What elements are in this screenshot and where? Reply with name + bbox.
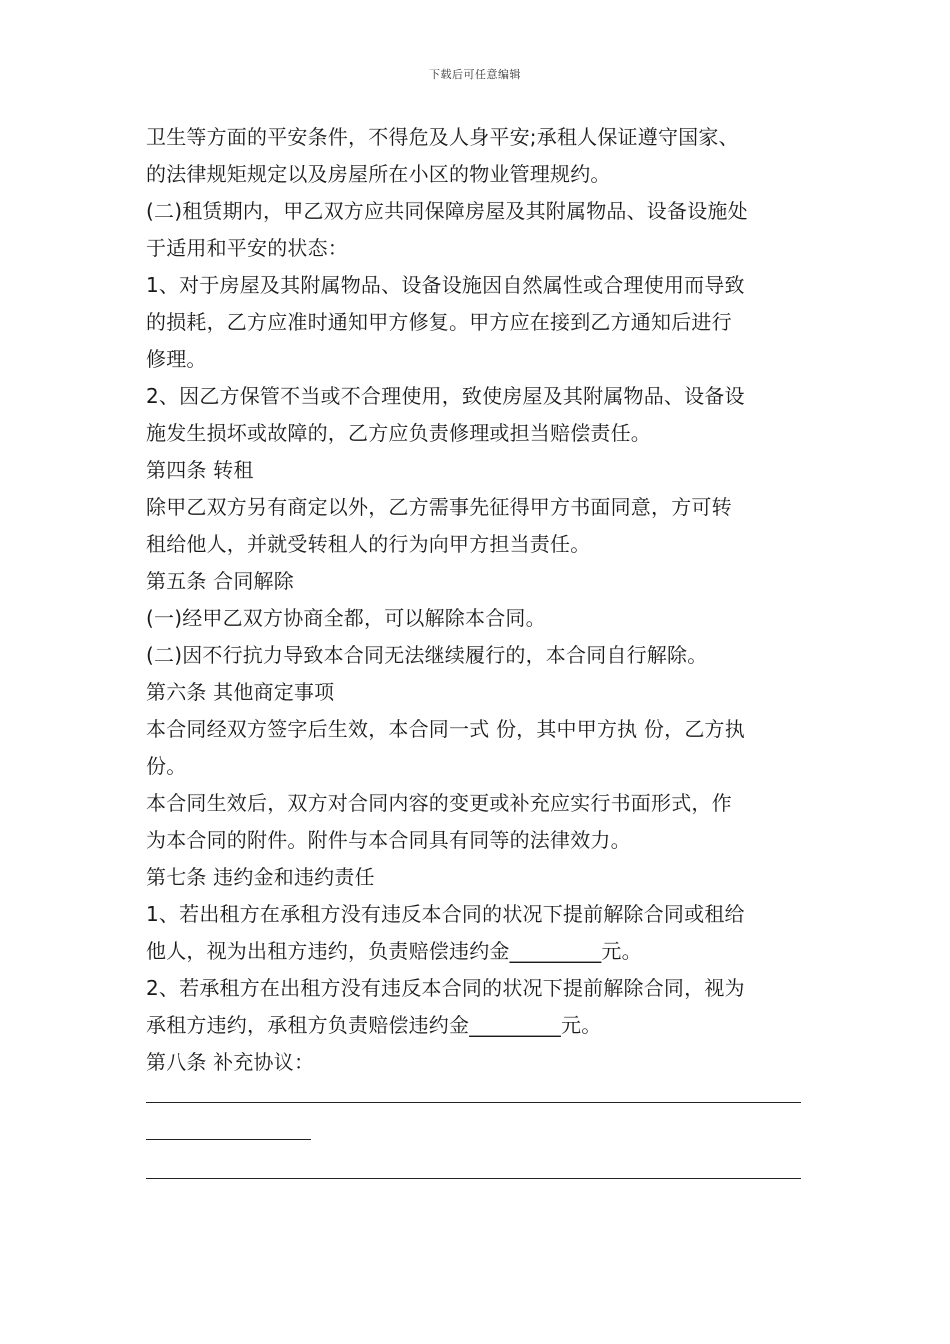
text-line: 为本合同的附件。附件与本合同具有同等的法律效力。 xyxy=(146,828,631,852)
supplement-blank-line xyxy=(146,1139,311,1140)
text-line: (二)租赁期内，甲乙双方应共同保障房屋及其附属物品、设备设施处 xyxy=(146,199,748,223)
text-line: 2、若承租方在出租方没有违反本合同的状况下提前解除合同，视为 xyxy=(146,976,745,1000)
section-heading: 第六条 其他商定事项 xyxy=(146,680,335,704)
page-header-note: 下载后可任意编辑 xyxy=(429,68,521,81)
text-line: 除甲乙双方另有商定以外，乙方需事先征得甲方书面同意，方可转 xyxy=(146,495,732,519)
text-line: 本合同生效后，双方对合同内容的变更或补充应实行书面形式，作 xyxy=(146,791,732,815)
section-heading: 第四条 转租 xyxy=(146,458,254,482)
text-line: 于适用和平安的状态： xyxy=(146,236,348,260)
supplement-blank-line xyxy=(146,1102,801,1103)
text-line: (一)经甲乙双方协商全都，可以解除本合同。 xyxy=(146,606,546,630)
text-line: 2、因乙方保管不当或不合理使用，致使房屋及其附属物品、设备设 xyxy=(146,384,745,408)
text-line: 本合同经双方签字后生效，本合同一式 份，其中甲方执 份，乙方执 xyxy=(146,717,745,741)
text-line: 份。 xyxy=(146,754,187,778)
text-line: 的法律规矩规定以及房屋所在小区的物业管理规约。 xyxy=(146,162,611,186)
section-heading: 第八条 补充协议： xyxy=(146,1050,315,1074)
text-line: 的损耗，乙方应准时通知甲方修复。甲方应在接到乙方通知后进行 xyxy=(146,310,732,334)
contract-body xyxy=(146,119,810,1179)
text-line: 卫生等方面的平安条件，不得危及人身平安;承租人保证遵守国家、 xyxy=(146,125,739,149)
text-line: 他人，视为出租方违约，负责赔偿违约金_________元。 xyxy=(146,939,642,963)
text-line: 租给他人，并就受转租人的行为向甲方担当责任。 xyxy=(146,532,591,556)
text-line: 1、对于房屋及其附属物品、设备设施因自然属性或合理使用而导致 xyxy=(146,273,745,297)
text-line: 承租方违约，承租方负责赔偿违约金_________元。 xyxy=(146,1013,602,1037)
text-line: 修理。 xyxy=(146,347,207,371)
text-line: 1、若出租方在承租方没有违反本合同的状况下提前解除合同或租给 xyxy=(146,902,745,926)
text-line: (二)因不行抗力导致本合同无法继续履行的，本合同自行解除。 xyxy=(146,643,708,667)
section-heading: 第五条 合同解除 xyxy=(146,569,294,593)
supplement-blank-line xyxy=(146,1178,801,1179)
section-heading: 第七条 违约金和违约责任 xyxy=(146,865,375,889)
text-line: 施发生损坏或故障的，乙方应负责修理或担当赔偿责任。 xyxy=(146,421,651,445)
